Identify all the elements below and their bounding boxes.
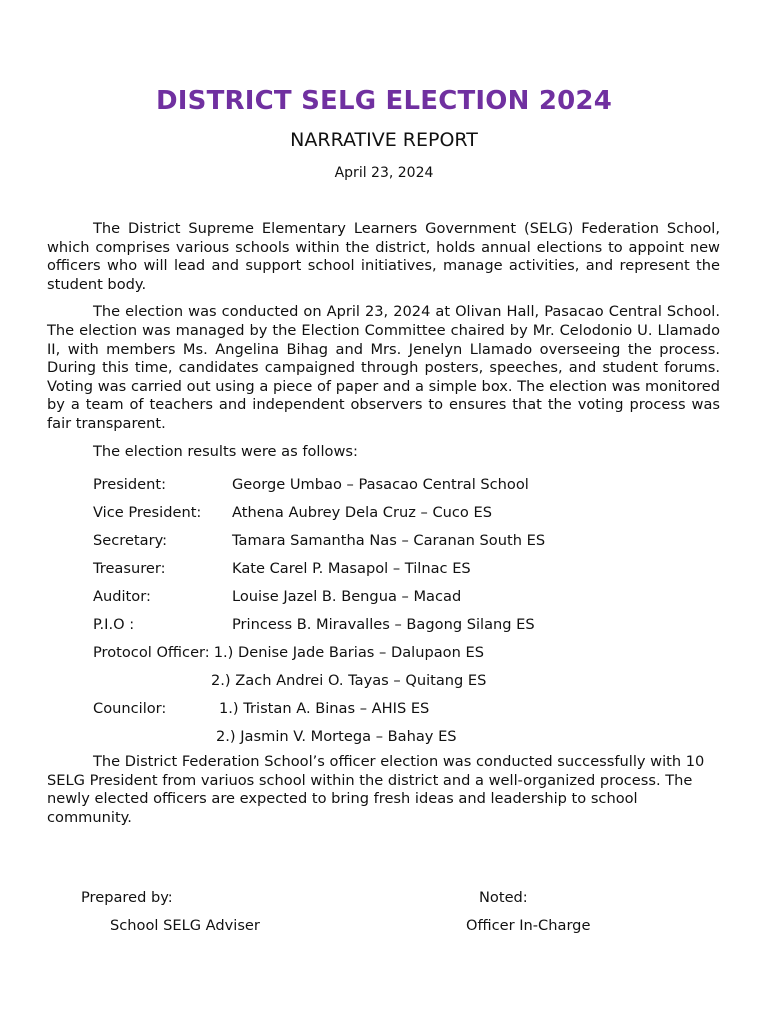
result-row-councilor-2 — [216, 723, 720, 751]
winner-name: 1.) Tristan A. Binas – AHIS ES — [219, 699, 430, 717]
winner-name: Athena Aubrey Dela Cruz – Cuco ES — [232, 503, 492, 521]
document-subtitle: NARRATIVE REPORT — [290, 129, 478, 151]
result-row-protocol-officer — [93, 639, 720, 667]
report-body — [47, 220, 720, 837]
winner-name: 2.) Zach Andrei O. Tayas – Quitang ES — [211, 671, 487, 689]
winner-name: George Umbao – Pasacao Central School — [232, 475, 529, 493]
results-list — [47, 471, 720, 751]
result-row-councilor — [93, 695, 720, 723]
result-row-vice-president — [93, 499, 720, 527]
report-date: April 23, 2024 — [334, 165, 434, 181]
paragraph-intro: The District Supreme Elementary Learners Government (SELG) Federation School, which comprises various schools within the district, holds annual elections to appoint new officers who will lead and support school initiatives, manage activities, and represent the student body. — [47, 220, 720, 293]
document-title: DISTRICT SELG ELECTION 2024 — [156, 86, 612, 116]
result-row-treasurer — [93, 555, 720, 583]
result-row-secretary — [93, 527, 720, 555]
position-label: Auditor: — [93, 587, 151, 605]
winner-name: Tamara Samantha Nas – Caranan South ES — [232, 531, 546, 549]
winner-name: Louise Jazel B. Bengua – Macad — [232, 587, 462, 605]
noted-label: Noted: — [479, 889, 528, 906]
position-label: President: — [93, 475, 166, 493]
noted-block — [466, 889, 590, 935]
result-row-president — [93, 471, 720, 499]
winner-name: Princess B. Miravalles – Bagong Silang ES — [232, 615, 535, 633]
result-row-auditor — [93, 583, 720, 611]
paragraph-election-details: The election was conducted on April 23, 2024 at Olivan Hall, Pasacao Central School. The election was managed by the Election Committee chaired by Mr. Celodonio U. Llamado II, with members Ms. Angelina Bihag and Mrs. Jenelyn Llamado overseeing the process. During this time, candidates campaigned through posters, speeches, and student forums. Voting was carried out using a piece of paper and a simple box. The election was monitored by a team of teachers and independent observers to ensures that the voting process was fair transparent. — [47, 303, 720, 432]
paragraph-closing: The District Federation School’s officer election was conducted successfully with 10 SELG President from variuos school within the district and a well-organized process. The newly elected officers are expected to bring fresh ideas and leadership to school community. — [47, 753, 705, 826]
winner-name: 2.) Jasmin V. Mortega – Bahay ES — [216, 727, 457, 745]
position-label: Secretary: — [93, 531, 168, 549]
result-row-protocol-officer-2 — [211, 667, 720, 695]
results-intro: The election results were as follows: — [93, 442, 358, 460]
prepared-role: School SELG Adviser — [110, 917, 260, 934]
noted-role: Officer In-Charge — [466, 917, 591, 934]
position-label: Protocol Officer: — [93, 643, 210, 661]
prepared-label: Prepared by: — [81, 889, 173, 906]
position-label: Vice President: — [93, 503, 202, 521]
prepared-block — [81, 889, 260, 935]
result-row-pio — [93, 611, 720, 639]
position-label: Treasurer: — [93, 559, 166, 577]
position-label: P.I.O : — [93, 615, 135, 633]
winner-name: Kate Carel P. Masapol – Tilnac ES — [232, 559, 471, 577]
position-label: Councilor: — [93, 699, 167, 717]
winner-name: 1.) Denise Jade Barias – Dalupaon ES — [213, 643, 484, 661]
